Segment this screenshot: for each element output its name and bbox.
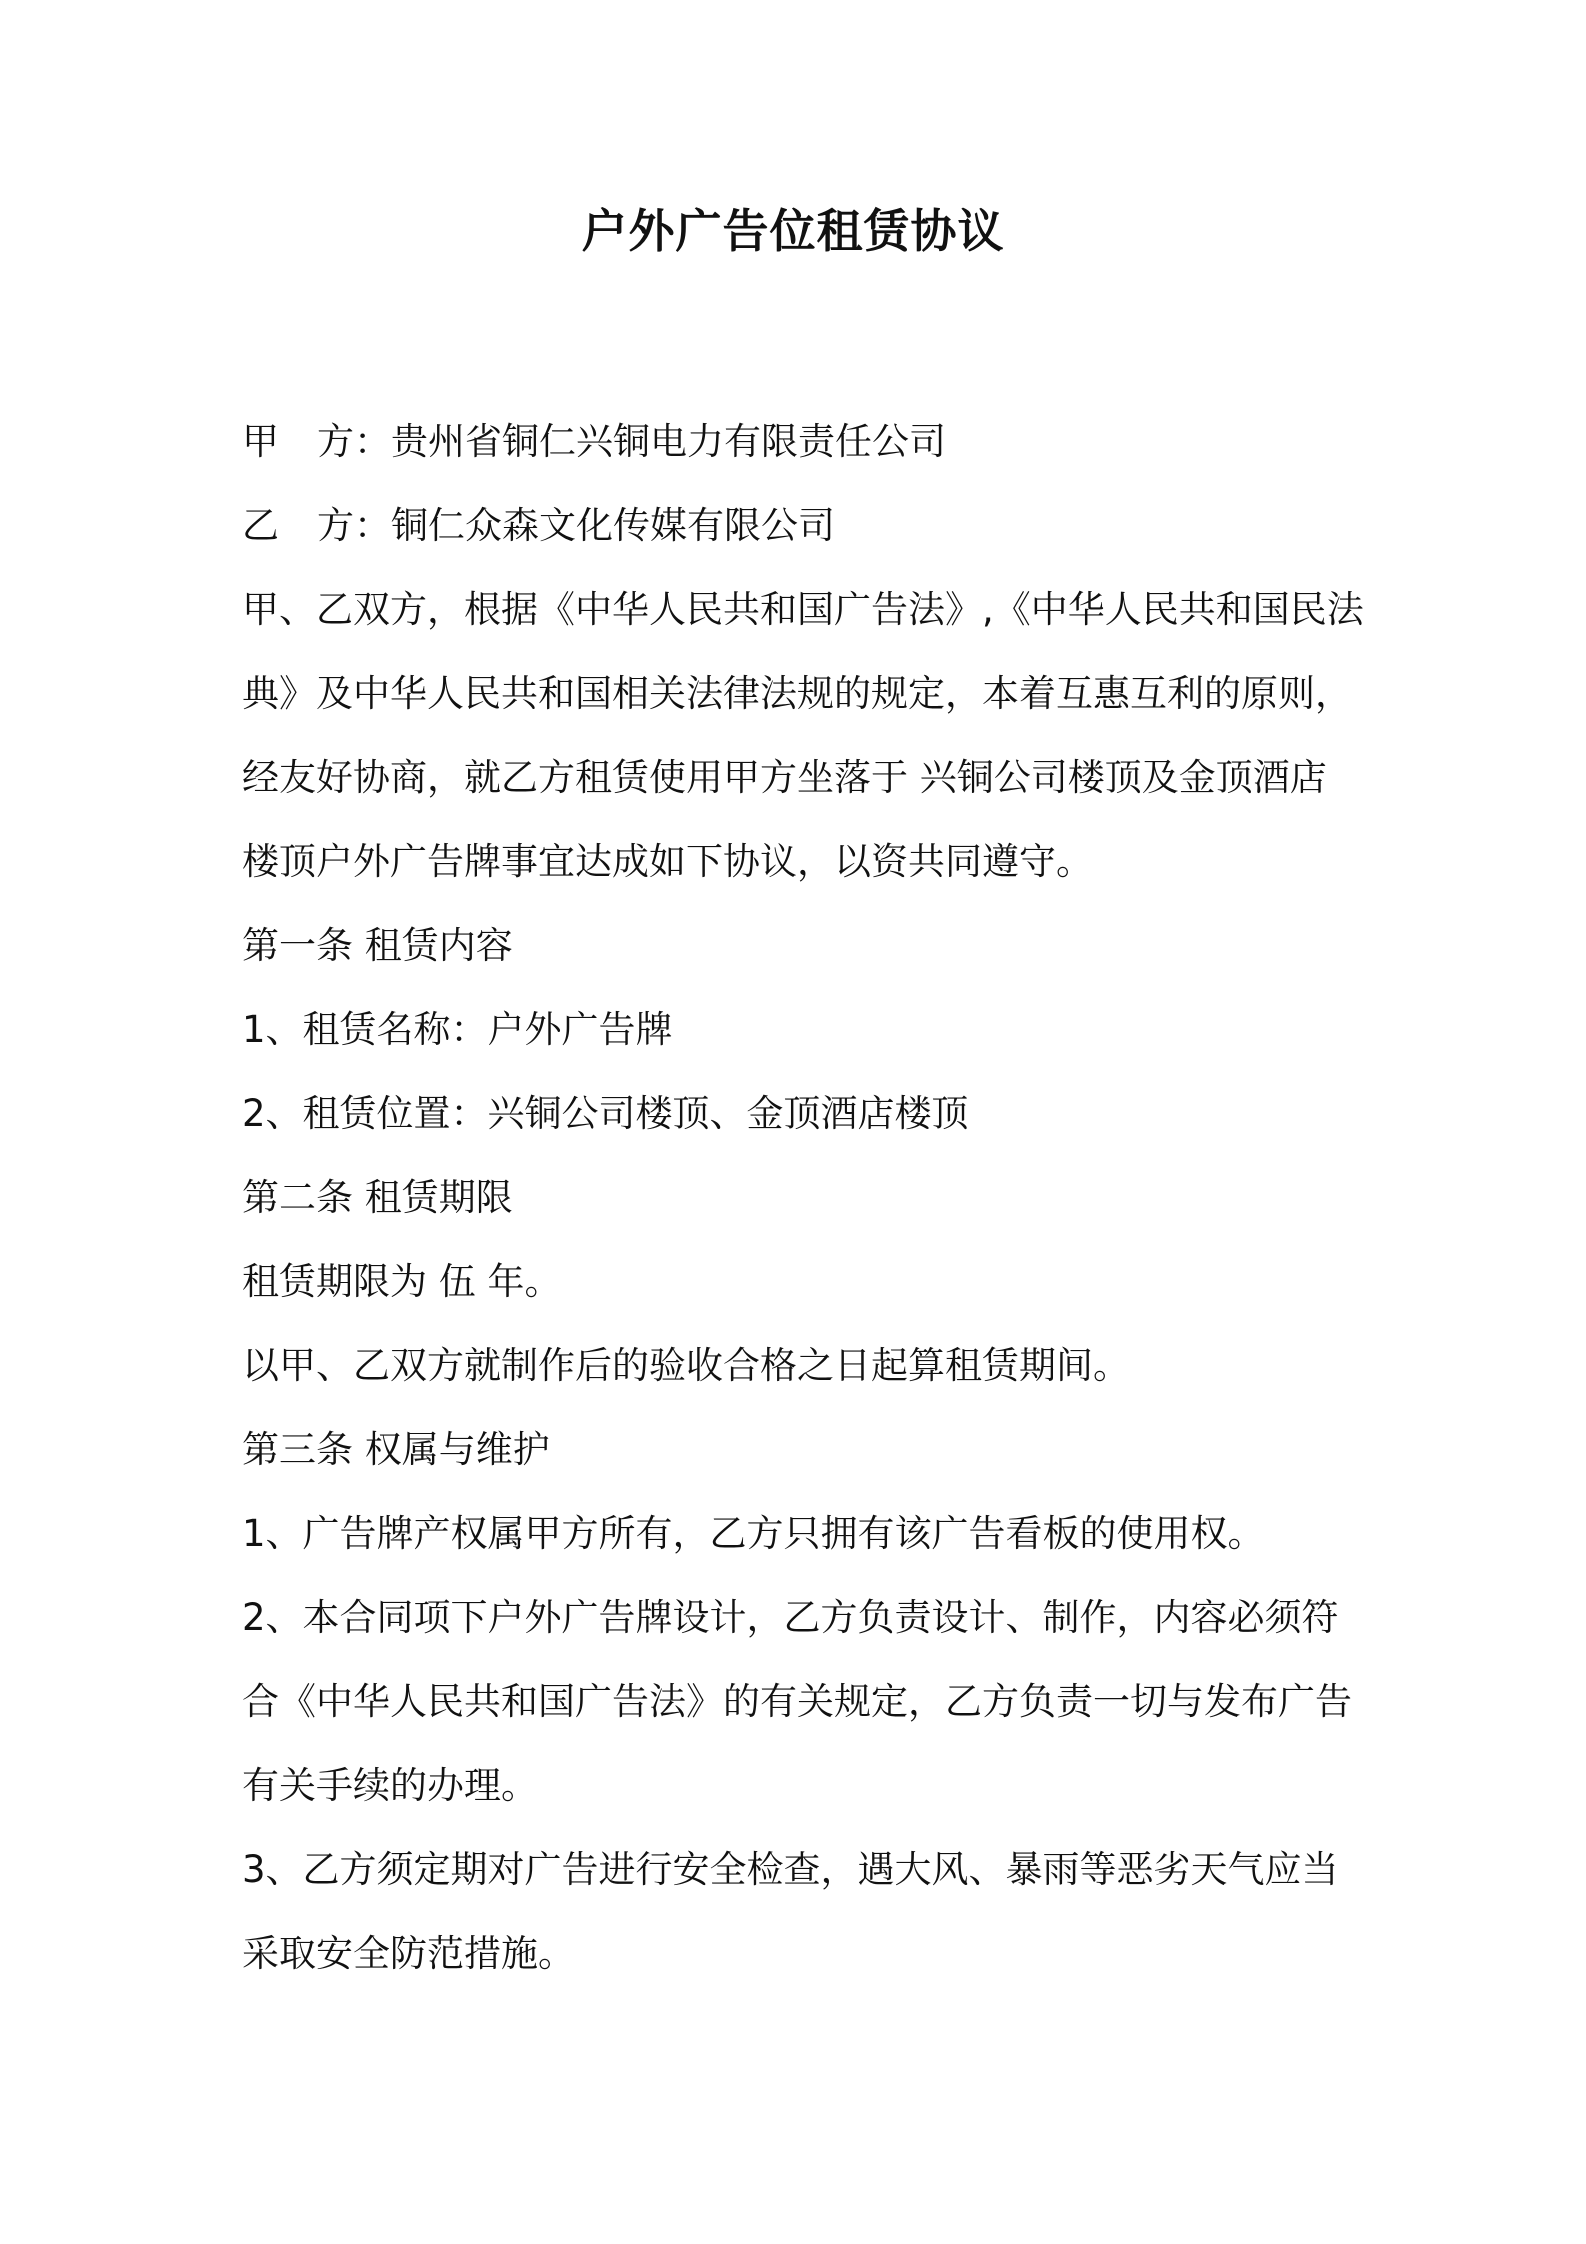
preamble-line: 甲、乙双方，根据《中华人民共和国广告法》,《中华人民共和国民法 bbox=[242, 588, 1364, 631]
party-a-line bbox=[242, 400, 1360, 484]
preamble-line: 典》及中华人民共和国相关法律法规的规定，本着互惠互利的原则， bbox=[242, 672, 1352, 715]
article-2-line: 租赁期限为 伍 年。 bbox=[242, 1260, 562, 1303]
party-b-line bbox=[242, 484, 1360, 568]
article-3-line: 1、广告牌产权属甲方所有，乙方只拥有该广告看板的使用权。 bbox=[242, 1512, 1265, 1555]
article-2-line: 以甲、乙双方就制作后的验收合格之日起算租赁期间。 bbox=[242, 1344, 1130, 1387]
party-b-name: 铜仁众森文化传媒有限公司 bbox=[391, 504, 835, 547]
article-1-line: 1、租赁名称：户外广告牌 bbox=[242, 1008, 673, 1051]
article-1-line: 2、租赁位置：兴铜公司楼顶、金顶酒店楼顶 bbox=[242, 1092, 969, 1135]
party-b-prefix: 乙 bbox=[242, 504, 279, 547]
preamble-line: 经友好协商，就乙方租赁使用甲方坐落于 兴铜公司楼顶及金顶酒店 bbox=[242, 756, 1327, 799]
article-3-line: 2、本合同项下户外广告牌设计，乙方负责设计、制作，内容必须符 bbox=[242, 1596, 1339, 1639]
article-1-heading: 第一条 租赁内容 bbox=[242, 924, 513, 967]
article-3-line: 有关手续的办理。 bbox=[242, 1764, 538, 1807]
article-3-heading: 第三条 权属与维护 bbox=[242, 1428, 550, 1471]
document-body bbox=[242, 400, 1364, 1996]
party-b-suffix: 方： bbox=[317, 504, 391, 547]
preamble-line: 楼顶户外广告牌事宜达成如下协议，以资共同遵守。 bbox=[242, 840, 1093, 883]
article-3-line: 合《中华人民共和国广告法》的有关规定，乙方负责一切与发布广告 bbox=[242, 1680, 1352, 1723]
party-a-suffix: 方： bbox=[317, 420, 391, 463]
article-3-line: 3、乙方须定期对广告进行安全检查，遇大风、暴雨等恶劣天气应当 bbox=[242, 1848, 1339, 1891]
party-a-prefix: 甲 bbox=[242, 420, 279, 463]
article-2-heading: 第二条 租赁期限 bbox=[242, 1176, 513, 1219]
article-3-line: 采取安全防范措施。 bbox=[242, 1932, 575, 1975]
document-title: 户外广告位租赁协议 bbox=[581, 204, 1005, 258]
party-a-name: 贵州省铜仁兴铜电力有限责任公司 bbox=[391, 420, 946, 463]
